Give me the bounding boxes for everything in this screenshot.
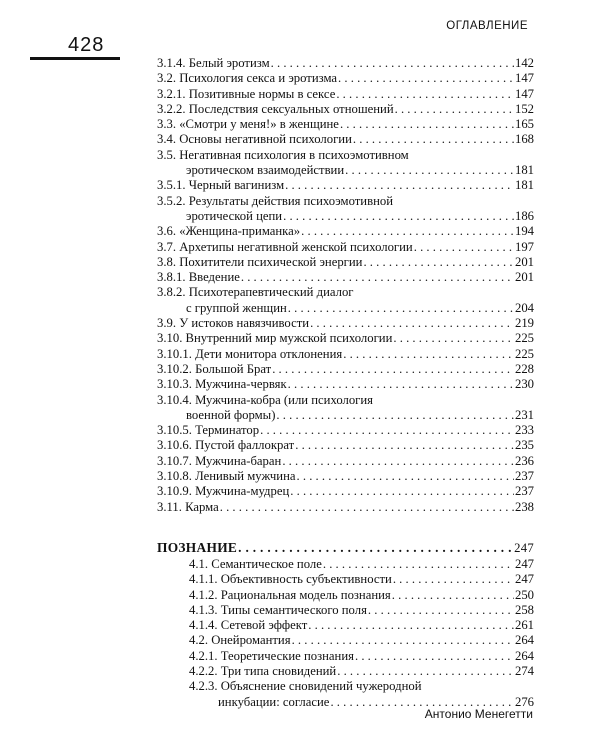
- dot-leader: [283, 209, 514, 224]
- toc-entry-page: 201: [514, 270, 534, 285]
- toc-entry-title: Три типа сновидений: [220, 663, 337, 678]
- toc-entry-page: 225: [514, 346, 534, 361]
- toc-entry-line: [157, 484, 534, 499]
- dot-leader: [392, 588, 514, 603]
- toc-entry-page: 231: [514, 407, 534, 422]
- toc-entry-title: «Женщина-приманка»: [179, 224, 301, 239]
- toc-entry-page: 274: [514, 663, 534, 678]
- dot-leader: [343, 347, 514, 362]
- toc-entry-line: [189, 633, 534, 648]
- toc-entry-number: 3.11.: [157, 499, 182, 514]
- toc-entry-title: Мужчина-червяк: [195, 377, 287, 392]
- toc-entry-page: 147: [514, 71, 534, 86]
- toc-entry: [157, 331, 534, 346]
- toc-entry-number: 3.2.1.: [157, 86, 186, 101]
- toc-entry-line: [157, 56, 534, 71]
- header-rule: [30, 57, 120, 60]
- toc-entry-page: 197: [514, 239, 534, 254]
- toc-entry-page: 194: [514, 224, 534, 239]
- toc-entry: [157, 347, 534, 362]
- toc-entry-number: 3.10.6.: [157, 438, 192, 453]
- toc-entry-line: [189, 618, 534, 633]
- dot-leader: [368, 603, 514, 618]
- toc-entry: [157, 255, 534, 270]
- toc-entry-title: Дети монитора отклонения: [195, 346, 343, 361]
- toc-entry-line: [189, 664, 534, 679]
- toc-entry-number: 3.3.: [157, 117, 177, 132]
- dot-leader: [241, 270, 514, 285]
- toc-entry: [157, 117, 534, 132]
- dot-leader: [290, 484, 514, 499]
- toc-entry-number: 3.8.2.: [157, 285, 186, 300]
- toc-entry-title: Мужчина-баран: [195, 453, 282, 468]
- toc-entry-title: Сетевой эффект: [220, 618, 308, 633]
- toc-entry: [189, 664, 534, 679]
- toc-entry-line: [157, 270, 534, 285]
- toc-entry: [157, 270, 534, 285]
- toc-entry-number: 3.10.: [157, 331, 183, 346]
- toc-entry-title: Последствия сексуальных отношений: [188, 101, 394, 116]
- toc-entry-title: Объяснение сновидений чужеродной: [220, 679, 422, 694]
- toc-entry-number: 3.2.: [157, 71, 177, 86]
- dot-leader: [336, 87, 514, 102]
- toc-entry-title: Мужчина-мудрец: [195, 484, 290, 499]
- toc-entry: [157, 454, 534, 469]
- toc-entry: [157, 500, 534, 515]
- toc-entry: [157, 148, 534, 179]
- toc-entry-number: 3.10.4.: [157, 392, 192, 407]
- dot-leader: [393, 572, 514, 587]
- toc-entry-number: 4.1.: [189, 556, 209, 571]
- toc-entry-page: 147: [514, 86, 534, 101]
- dot-leader: [220, 500, 514, 515]
- toc-entry-number: 4.1.2.: [189, 587, 218, 602]
- toc-entry-page: 181: [514, 163, 534, 178]
- dot-leader: [345, 163, 514, 178]
- toc-group-part4: [157, 557, 534, 710]
- toc-entry-line: [157, 255, 534, 270]
- toc-entry-page: 261: [514, 618, 534, 633]
- toc-entry-line: [157, 194, 534, 209]
- dot-leader: [276, 408, 514, 423]
- toc-entry-number: 3.10.7.: [157, 453, 192, 468]
- toc-entry-page: 186: [514, 208, 534, 223]
- toc-entry-title: с группой женщин: [186, 300, 287, 315]
- toc-entry-line: [157, 102, 534, 117]
- toc-entry: [157, 178, 534, 193]
- dot-leader: [395, 102, 514, 117]
- toc-entry-title: Похитители психической энергии: [179, 254, 363, 269]
- toc-entry-number: 3.5.1.: [157, 178, 186, 193]
- toc-entry-number: 3.10.2.: [157, 361, 192, 376]
- toc-entry-continuation: [157, 209, 534, 224]
- dot-leader: [285, 178, 514, 193]
- toc-entry-page: 168: [514, 132, 534, 147]
- toc-entry-number: 3.6.: [157, 224, 177, 239]
- dot-leader: [292, 633, 514, 648]
- toc-entry: [189, 649, 534, 664]
- toc-entry-number: 3.8.: [157, 254, 177, 269]
- toc-entry-line: [157, 148, 534, 163]
- toc-entry-title: Основы негативной психологии: [179, 132, 352, 147]
- toc-entry-number: 3.1.4.: [157, 56, 186, 70]
- toc-entry-line: [189, 603, 534, 618]
- toc-entry-page: 237: [514, 484, 534, 499]
- toc-entry-line: [157, 71, 534, 86]
- toc-entry-number: 4.2.1.: [189, 648, 218, 663]
- toc-entry-number: 4.1.1.: [189, 572, 218, 587]
- toc-entry-line: [157, 178, 534, 193]
- toc-entry-page: 201: [514, 254, 534, 269]
- toc-entry-title: военной формы): [186, 407, 276, 422]
- toc-entry-line: [157, 240, 534, 255]
- toc-entry-line: [189, 679, 534, 694]
- toc-entry-number: 3.5.2.: [157, 193, 186, 208]
- toc-entry: [189, 603, 534, 618]
- toc-entry-title: Результаты действия психоэмотивной: [188, 193, 393, 208]
- dot-leader: [355, 649, 514, 664]
- section-page: 247: [514, 540, 534, 555]
- toc-entry-number: 4.2.: [189, 633, 209, 648]
- toc-entry-line: [157, 438, 534, 453]
- toc-entry: [157, 285, 534, 316]
- dot-leader: [338, 71, 514, 86]
- toc-entry: [157, 393, 534, 424]
- toc-entry: [157, 224, 534, 239]
- toc-entry-continuation: [157, 301, 534, 316]
- dot-leader: [297, 469, 514, 484]
- toc-entry-page: 230: [514, 377, 534, 392]
- toc-entry-title: «Смотри у меня!» в женщине: [179, 117, 339, 132]
- toc-entry-title: Архетипы негативной женской психологии: [179, 239, 413, 254]
- toc-entry-page: 238: [514, 499, 534, 514]
- toc-entry-number: 3.10.1.: [157, 346, 192, 361]
- toc-entry-page: 276: [514, 694, 534, 709]
- running-head: ОГЛАВЛЕНИЕ: [446, 20, 528, 32]
- toc-entry-number: 3.10.8.: [157, 469, 192, 484]
- toc-entry-title: Позитивные нормы в сексе: [188, 86, 336, 101]
- toc-entry: [189, 572, 534, 587]
- toc-entry-line: [157, 347, 534, 362]
- toc-entry-title: Мужчина-кобра (или психология: [195, 392, 373, 407]
- dot-leader: [310, 316, 514, 331]
- toc-entry-page: 233: [514, 423, 534, 438]
- toc-entry-title: Черный вагинизм: [188, 178, 285, 193]
- toc-entry-page: 247: [514, 556, 534, 571]
- toc-entry-number: 4.2.2.: [189, 663, 218, 678]
- toc-entry: [157, 484, 534, 499]
- toc-entry-line: [157, 285, 534, 300]
- toc-entry-line: [157, 500, 534, 515]
- dot-leader: [340, 117, 514, 132]
- toc-entry: [189, 633, 534, 648]
- toc-entry-title: эротической цепи: [186, 208, 283, 223]
- toc-entry-page: 152: [514, 101, 534, 116]
- toc-entry: [157, 56, 534, 71]
- dot-leader: [337, 664, 514, 679]
- page-number: 428: [68, 34, 105, 56]
- toc-entry-number: 3.7.: [157, 239, 177, 254]
- footer-author: Антонио Менегетти: [424, 707, 533, 721]
- toc-entry-line: [189, 649, 534, 664]
- toc-entry-title: Теоретические познания: [220, 648, 354, 663]
- toc-entry-number: 3.10.3.: [157, 377, 192, 392]
- toc-entry-title: Большой Брат: [195, 361, 272, 376]
- toc-entry-line: [157, 224, 534, 239]
- toc-entry: [157, 194, 534, 225]
- dot-leader: [363, 255, 514, 270]
- toc-entry-page: 258: [514, 602, 534, 617]
- toc-entry-continuation: [157, 163, 534, 178]
- dot-leader: [295, 438, 514, 453]
- toc-entry-line: [157, 393, 534, 408]
- toc-entry-page: 235: [514, 438, 534, 453]
- toc-entry-line: [157, 331, 534, 346]
- toc-entry-title: У истоков навязчивости: [179, 316, 310, 331]
- table-of-contents: [157, 56, 534, 710]
- toc-entry-title: Пустой фаллократ: [195, 438, 295, 453]
- toc-entry-number: 3.10.9.: [157, 484, 192, 499]
- toc-entry-number: 4.1.4.: [189, 618, 218, 633]
- toc-entry: [157, 87, 534, 102]
- toc-entry: [157, 377, 534, 392]
- toc-entry-title: Внутренний мир мужской психологии: [185, 331, 393, 346]
- toc-entry: [189, 588, 534, 603]
- toc-entry-line: [157, 362, 534, 377]
- toc-entry-line: [189, 572, 534, 587]
- section-heading: [157, 539, 534, 557]
- toc-entry-number: 4.1.3.: [189, 602, 218, 617]
- toc-entry-number: 3.4.: [157, 132, 177, 147]
- toc-entry: [157, 438, 534, 453]
- toc-entry-line: [157, 316, 534, 331]
- toc-entry-title: Терминатор: [195, 423, 260, 438]
- toc-entry-page: 225: [514, 331, 534, 346]
- toc-entry-page: 228: [514, 361, 534, 376]
- dot-leader: [282, 454, 514, 469]
- toc-entry: [157, 102, 534, 117]
- toc-entry-title: Типы семантического поля: [220, 602, 367, 617]
- toc-entry-title: Введение: [188, 270, 240, 285]
- toc-entry: [189, 618, 534, 633]
- toc-entry-title: Онейромантия: [211, 633, 291, 648]
- toc-entry-page: 264: [514, 648, 534, 663]
- toc-entry-page: 181: [514, 178, 534, 193]
- toc-entry: [189, 679, 534, 710]
- toc-entry-number: 3.8.1.: [157, 270, 186, 285]
- toc-entry-title: Семантическое поле: [211, 556, 322, 571]
- toc-entry-line: [157, 454, 534, 469]
- toc-entry-title: Белый эротизм: [188, 56, 270, 70]
- dot-leader: [238, 539, 513, 557]
- dot-leader: [271, 56, 514, 71]
- toc-entry: [157, 132, 534, 147]
- toc-entry: [189, 557, 534, 572]
- toc-entry-line: [189, 557, 534, 572]
- toc-entry: [157, 316, 534, 331]
- dot-leader: [308, 618, 514, 633]
- toc-entry-title: Психотерапевтический диалог: [188, 285, 354, 300]
- toc-entry: [157, 71, 534, 86]
- dot-leader: [323, 557, 514, 572]
- toc-entry-title: инкубации: согласие: [218, 694, 330, 709]
- toc-entry-page: 142: [514, 56, 534, 70]
- toc-entry-page: 236: [514, 453, 534, 468]
- toc-entry-page: 165: [514, 117, 534, 132]
- dot-leader: [393, 331, 514, 346]
- toc-entry-title: Объективность субъективности: [220, 572, 392, 587]
- toc-entry: [157, 469, 534, 484]
- toc-entry-number: 3.2.2.: [157, 101, 186, 116]
- toc-entry-page: 219: [514, 316, 534, 331]
- toc-entry-line: [157, 117, 534, 132]
- toc-entry-line: [157, 469, 534, 484]
- toc-entry-page: 204: [514, 300, 534, 315]
- dot-leader: [260, 423, 514, 438]
- toc-entry-number: 4.2.3.: [189, 679, 218, 694]
- toc-entry-page: 250: [514, 587, 534, 602]
- toc-entry: [157, 362, 534, 377]
- toc-entry-title: эротическом взаимодействии: [186, 163, 345, 178]
- toc-entry-page: 264: [514, 633, 534, 648]
- toc-entry-number: 3.9.: [157, 316, 177, 331]
- section-title: ПОЗНАНИЕ: [157, 539, 238, 555]
- toc-entry-line: [157, 87, 534, 102]
- dot-leader: [288, 301, 514, 316]
- toc-entry-line: [157, 132, 534, 147]
- dot-leader: [272, 362, 514, 377]
- toc-entry-continuation: [157, 408, 534, 423]
- dot-leader: [353, 132, 514, 147]
- toc-entry-title: Психология секса и эротизма: [179, 71, 338, 86]
- toc-entry-line: [189, 588, 534, 603]
- dot-leader: [288, 377, 514, 392]
- dot-leader: [414, 240, 514, 255]
- dot-leader: [301, 224, 514, 239]
- toc-entry: [157, 240, 534, 255]
- toc-entry-title: Карма: [185, 499, 219, 514]
- toc-entry-line: [157, 423, 534, 438]
- toc-entry-number: 3.10.5.: [157, 423, 192, 438]
- toc-entry-line: [157, 377, 534, 392]
- toc-entry-number: 3.5.: [157, 147, 177, 162]
- toc-group-part3: [157, 56, 534, 515]
- toc-entry: [157, 423, 534, 438]
- toc-entry-page: 247: [514, 572, 534, 587]
- toc-entry-title: Рациональная модель познания: [220, 587, 391, 602]
- toc-entry-page: 237: [514, 469, 534, 484]
- toc-entry-title: Ленивый мужчина: [195, 469, 296, 484]
- toc-entry-title: Негативная психология в психоэмотивном: [179, 147, 409, 162]
